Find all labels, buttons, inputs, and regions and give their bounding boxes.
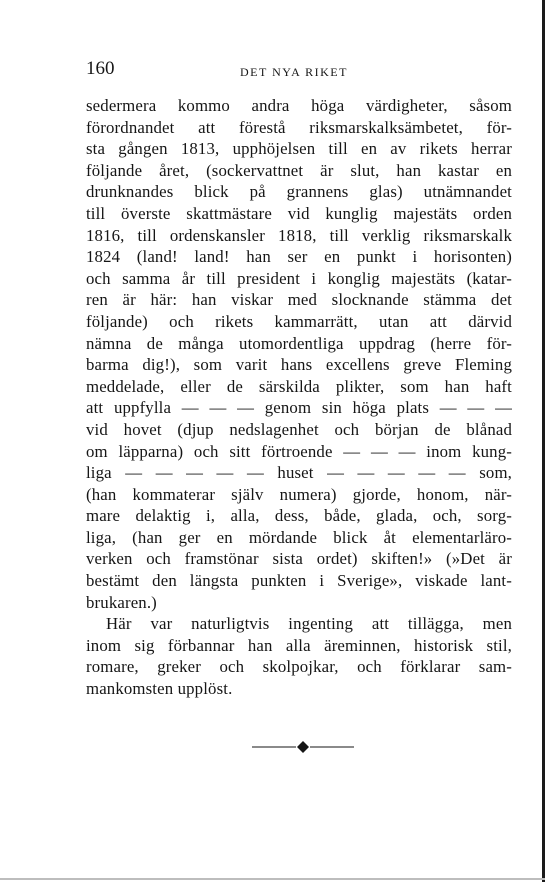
end-ornament-icon [252,737,354,757]
text-line: att uppfylla — — — genom sin höga plats — — — [86,398,512,418]
text-line: förordnandet att förestå riksmarskalksämbetet, för- [86,117,512,137]
text-line: verken och framstönar sista ordet) skiften!» (»Det är [86,549,512,569]
text-line: nämna de många utomordentliga uppdrag (herre för- [86,333,512,353]
text-line: sta gången 1813, upphöjelsen till en av rikets herrar [86,139,512,159]
text-line: mare delaktig i, alla, dess, både, glada, och, sorg- [86,506,512,526]
text-line: romare, greker och skolpojkar, och förklarar sam- [86,657,512,677]
page-edge-right [542,0,545,882]
text-line: ren är här: han viskar med slocknande stämma det [86,290,512,310]
text-line: drunknandes blick på grannens glas) utnämnandet [86,182,512,202]
text-line: liga — — — — — huset — — — — — som, [86,463,512,483]
text-line: 1824 (land! land! han ser en punkt i horisonten) [86,247,512,267]
text-line: bestämt den längsta punkten i Sverige», viskade lant- [86,571,512,591]
text-line: inom sig förbannar han alla äreminnen, historisk stil, [86,635,512,655]
text-line: vid hovet (djup nedslagenhet och början de blånad [86,419,512,439]
paragraph [86,613,512,699]
text-line: meddelade, eller de särskilda plikter, som han haft [86,376,512,396]
text-line: sedermera kommo andra höga värdigheter, såsom [86,96,512,115]
text-line: och samma år till president i konglig majestäts (katar- [86,268,512,288]
running-head: DET NYA RIKET [240,65,348,79]
body-text [86,95,512,700]
text-line: till överste skattmästare vid kunglig majestäts orden [86,203,512,223]
text-line: följande) och rikets kammarrätt, utan att därvid [86,311,512,331]
text-line: liga, (han ger en mördande blick åt elementarläro- [86,527,512,547]
text-line: (han kommaterar själv numera) gjorde, honom, när- [86,484,512,504]
page-number: 160 [86,58,115,79]
page-edge-bottom [0,878,545,880]
text-line: brukaren.) [86,592,157,612]
text-line: barma dig!), som varit hans excellens greve Fleming [86,355,512,375]
text-line: Här var naturligtvis ingenting att tillägga, men [106,614,512,634]
text-line: 1816, till ordenskansler 1818, till verklig riksmarskalk [86,225,512,245]
text-line: om läpparna) och sitt förtroende — — — inom kung- [86,441,512,461]
text-line: följande året, (sockervattnet är slut, han kastar en [86,160,512,180]
paragraph [86,95,512,613]
text-line: mankomsten upplöst. [86,679,233,699]
